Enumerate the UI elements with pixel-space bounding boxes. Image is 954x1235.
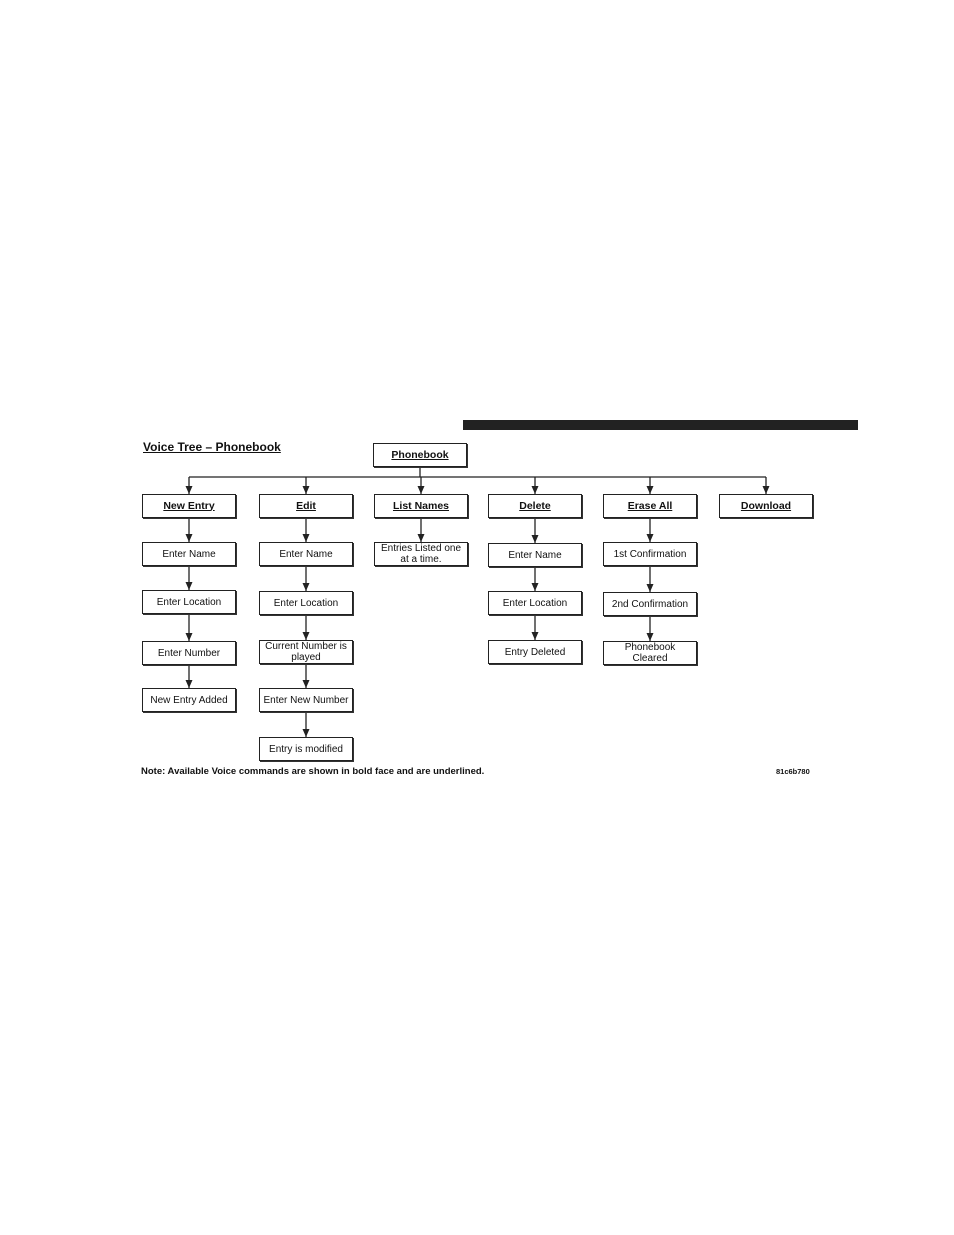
arrowhead [532, 632, 539, 640]
step-node: 2nd Confirmation [603, 592, 697, 616]
arrowhead [303, 680, 310, 688]
step-node: Current Number is played [259, 640, 353, 664]
arrowhead [647, 486, 654, 494]
command-download: Download [719, 494, 813, 518]
arrowhead [418, 534, 425, 542]
step-node: Enter Location [488, 591, 582, 615]
footnote: Note: Available Voice commands are shown in bold face and are underlined. [141, 766, 485, 777]
arrowhead [186, 534, 193, 542]
command-list-names: List Names [374, 494, 468, 518]
arrowhead [303, 729, 310, 737]
step-node: 1st Confirmation [603, 542, 697, 566]
step-node: Enter Location [259, 591, 353, 615]
arrowhead [303, 583, 310, 591]
arrowhead [532, 486, 539, 494]
arrowhead [647, 534, 654, 542]
root-node-phonebook: Phonebook [373, 443, 467, 467]
arrowhead [186, 582, 193, 590]
diagram-title: Voice Tree – Phonebook [143, 440, 281, 454]
arrowhead [647, 584, 654, 592]
arrowhead [532, 583, 539, 591]
command-erase-all: Erase All [603, 494, 697, 518]
arrowhead [186, 486, 193, 494]
step-node: Enter Name [142, 542, 236, 566]
step-node: Enter Location [142, 590, 236, 614]
step-node: Enter Name [488, 543, 582, 567]
step-node: Phonebook Cleared [603, 641, 697, 665]
step-node: New Entry Added [142, 688, 236, 712]
arrowhead [303, 486, 310, 494]
arrowhead [647, 633, 654, 641]
arrowhead [303, 632, 310, 640]
step-node: Entries Listed one at a time. [374, 542, 468, 566]
arrowhead [763, 486, 770, 494]
arrowhead [418, 486, 425, 494]
arrowhead [532, 535, 539, 543]
arrowhead [186, 633, 193, 641]
command-edit: Edit [259, 494, 353, 518]
arrowhead [303, 534, 310, 542]
step-node: Enter New Number [259, 688, 353, 712]
command-delete: Delete [488, 494, 582, 518]
arrowhead [186, 680, 193, 688]
header-bar [463, 420, 858, 430]
command-new-entry: New Entry [142, 494, 236, 518]
step-node: Enter Name [259, 542, 353, 566]
step-node: Enter Number [142, 641, 236, 665]
image-code: 81c6b780 [776, 767, 810, 776]
step-node: Entry is modified [259, 737, 353, 761]
step-node: Entry Deleted [488, 640, 582, 664]
